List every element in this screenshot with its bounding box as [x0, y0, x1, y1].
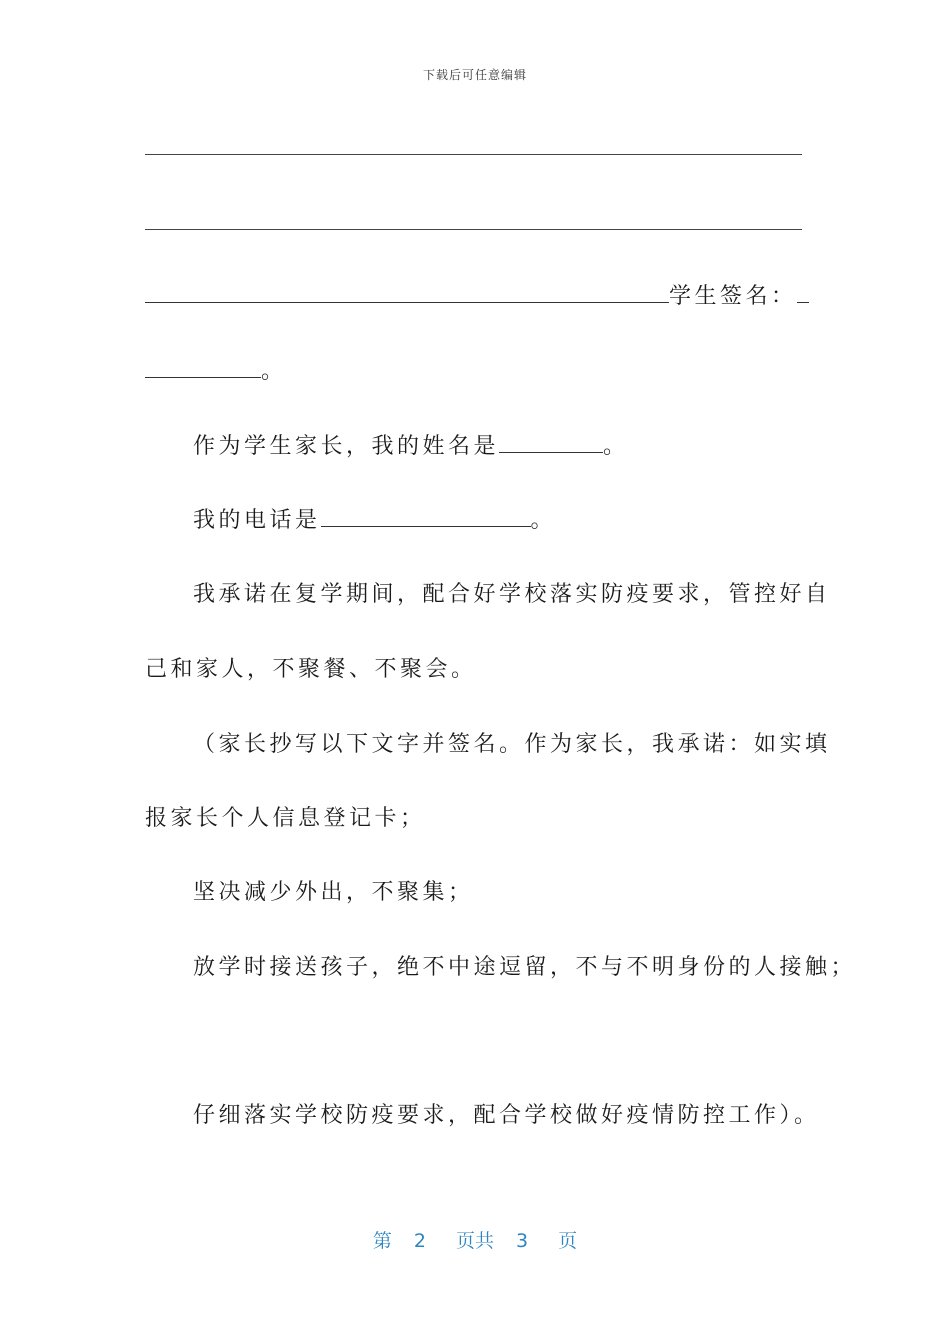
- footer-page-middle: 页共: [455, 1230, 494, 1252]
- writing-line-1: [145, 154, 802, 155]
- copy-instruction-line-1: （家长抄写以下文字并签名。作为家长，我承诺：如实填: [193, 732, 831, 757]
- footer-page-suffix: 页: [558, 1230, 578, 1252]
- writing-line-2: [145, 229, 802, 230]
- copy-instruction-line-2: 报家长个人信息登记卡；: [145, 806, 426, 831]
- page-header: 下载后可任意编辑: [422, 68, 527, 82]
- parent-name-blank: [499, 432, 603, 453]
- student-signature-line: [145, 282, 809, 312]
- phone-line: [193, 506, 556, 536]
- phone-suffix: 。: [530, 508, 557, 533]
- parent-name-line: [193, 432, 629, 462]
- phone-prefix: 我的电话是: [193, 508, 321, 533]
- promise-item-follow-requirements: 仔细落实学校防疫要求，配合学校做好疫情防控工作）。: [193, 1103, 820, 1128]
- signature-end-mark: 。: [261, 359, 287, 384]
- student-signature-blank: [145, 357, 261, 378]
- promise-paragraph-line-2: 己和家人，不聚餐、不聚会。: [145, 657, 477, 682]
- promise-item-reduce-outings: 坚决减少外出，不聚集；: [193, 880, 474, 905]
- student-signature-blank-start: [797, 282, 809, 303]
- student-statement-blank: [145, 282, 669, 303]
- footer-page-number: 2: [413, 1230, 426, 1252]
- page-footer: [0, 1226, 950, 1253]
- phone-blank: [321, 506, 531, 527]
- footer-total-pages: 3: [516, 1230, 529, 1252]
- parent-name-suffix: 。: [603, 434, 629, 459]
- promise-paragraph-line-1: 我承诺在复学期间，配合好学校落实防疫要求，管控好自: [193, 582, 831, 607]
- student-signature-continuation: [145, 357, 287, 387]
- footer-page-prefix: 第: [372, 1230, 392, 1252]
- student-signature-label: 学生签名：: [669, 284, 797, 309]
- parent-name-prefix: 作为学生家长，我的姓名是: [193, 434, 500, 459]
- promise-item-pickup: 放学时接送孩子，绝不中途逗留，不与不明身份的人接触；: [193, 955, 857, 980]
